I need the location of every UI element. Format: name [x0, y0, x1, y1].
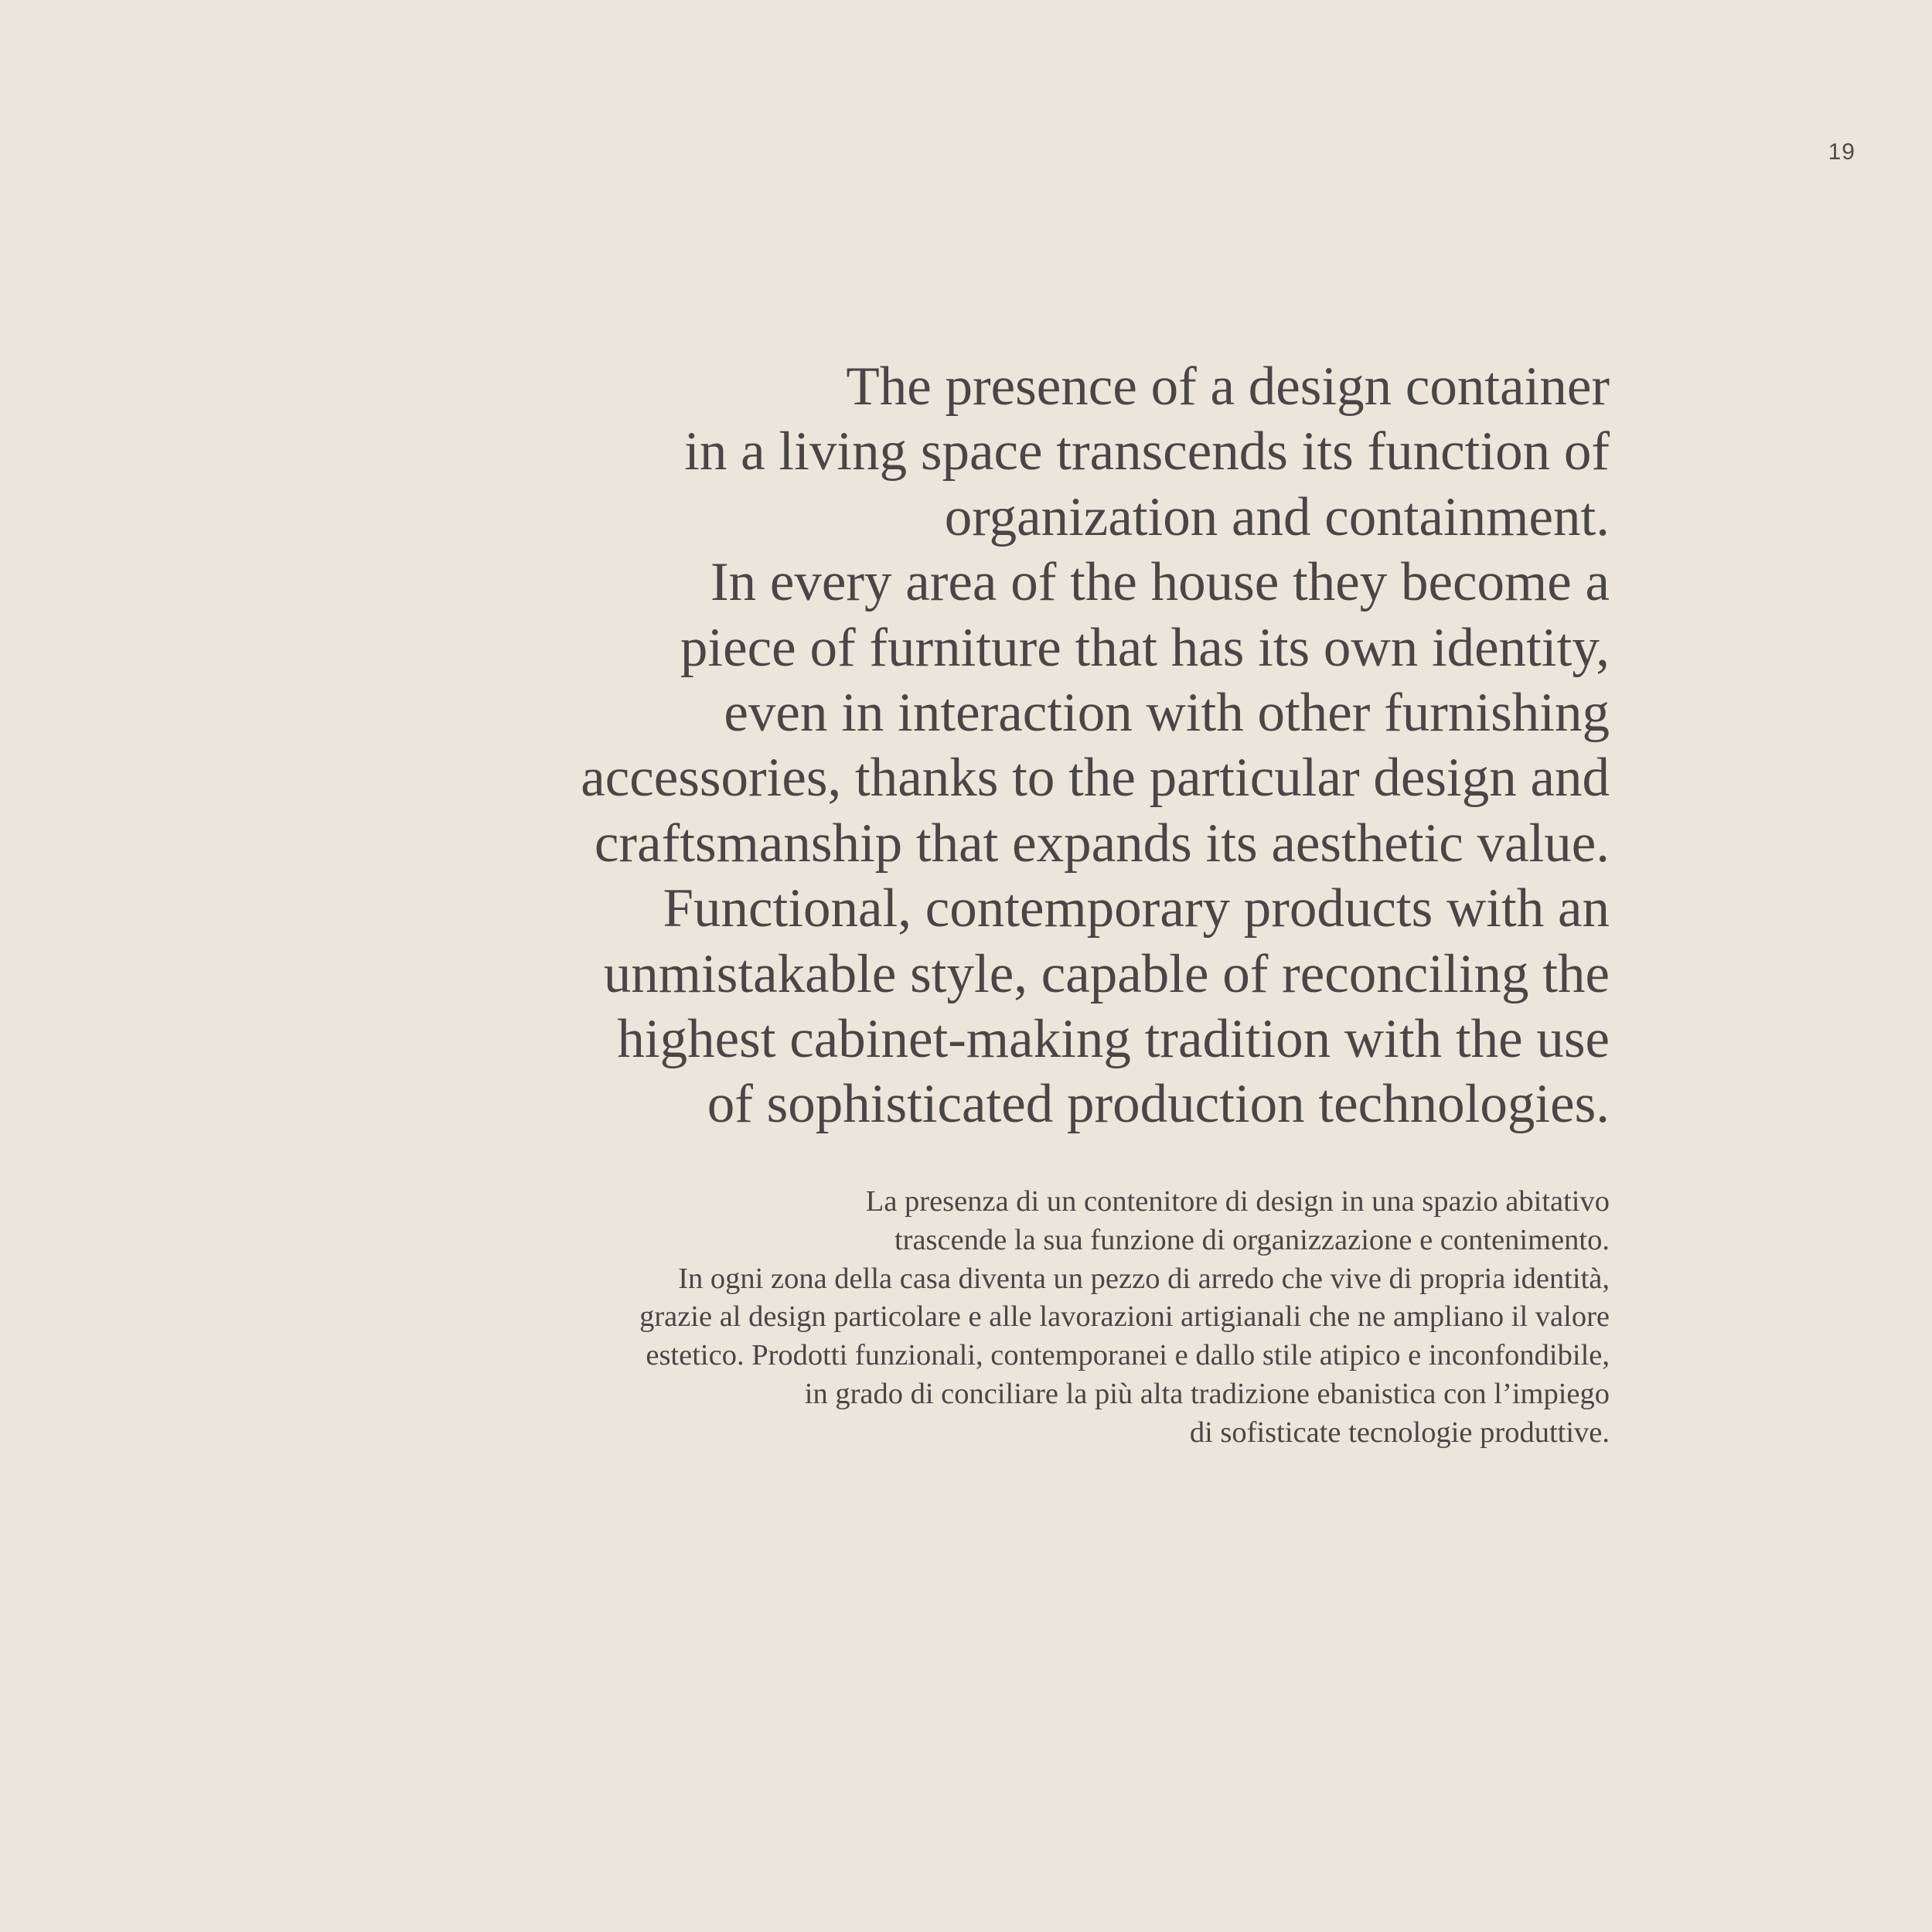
italian-paragraph [433, 1183, 1610, 1453]
italian-line: di sofisticate tecnologie produttive. [1189, 1416, 1610, 1449]
italian-line: in grado di conciliare la più alta tradizione ebanistica con l’impiego [804, 1377, 1610, 1410]
page-number: 19 [1828, 139, 1855, 165]
english-line: organization and containment. [944, 486, 1610, 547]
english-line: piece of furniture that has its own identity, [680, 617, 1610, 678]
english-line: of sophisticated production technologies. [707, 1074, 1610, 1135]
english-line: unmistakable style, capable of reconciling the [603, 943, 1610, 1004]
english-line: craftsmanship that expands its aesthetic value. [594, 813, 1610, 874]
english-paragraph [433, 354, 1610, 1137]
english-line: even in interaction with other furnishing [724, 683, 1610, 744]
italian-line: La presenza di un contenitore di design in una spazio abitativo [865, 1185, 1610, 1218]
italian-line: trascende la sua funzione di organizzazione e contenimento. [894, 1223, 1610, 1256]
english-line: accessories, thanks to the particular design and [581, 748, 1610, 809]
english-line: in a living space transcends its function of [684, 421, 1610, 482]
english-line: Functional, contemporary products with an [663, 878, 1610, 939]
english-line: highest cabinet-making tradition with the use [617, 1009, 1610, 1070]
italian-line: grazie al design particolare e alle lavorazioni artigianali che ne ampliano il valore [639, 1300, 1610, 1334]
english-line: The presence of a design container [846, 356, 1610, 417]
italian-line: In ogni zona della casa diventa un pezzo di arredo che vive di propria identità, [678, 1262, 1610, 1295]
italian-line: estetico. Prodotti funzionali, contemporanei e dallo stile atipico e inconfondibile, [646, 1339, 1610, 1372]
english-line: In every area of the house they become a [710, 552, 1610, 613]
